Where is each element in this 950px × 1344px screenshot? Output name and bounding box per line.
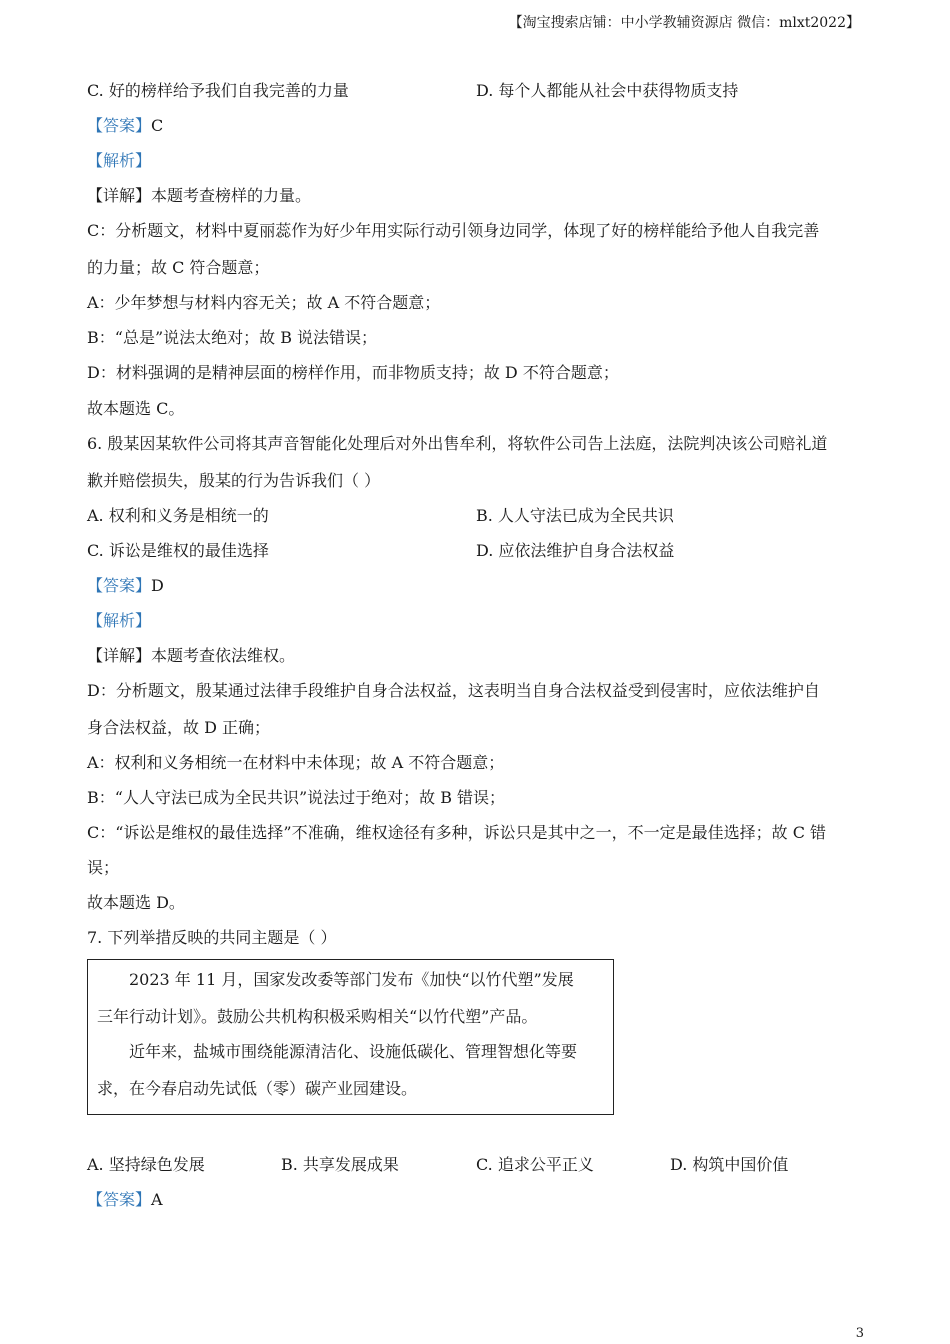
q5-explanation-line: 的力量；故 C 符合题意； [87,258,270,277]
q6-stem-line: 歉并赔偿损失，殷某的行为告诉我们（ ） [87,471,381,490]
q6-explanation-line: 身合法权益，故 D 正确； [87,718,271,737]
material-line: 2023 年 11 月，国家发改委等部门发布《加快“以竹代塑”发展 [129,970,574,989]
q5-explanation-line: C：分析题文，材料中夏丽蕊作为好少年用实际行动引领身边同学，体现了好的榜样能给予他人自我完善 [87,221,820,240]
q5-option-d: D. 每个人都能从社会中获得物质支持 [476,81,739,100]
q6-explanation-line: D：分析题文，殷某通过法律手段维护自身合法权益，这表明当自身合法权益受到侵害时，应依法维护自 [87,681,820,700]
q5-option-c: C. 好的榜样给予我们自我完善的力量 [87,81,349,100]
q7-option-b: B. 共享发展成果 [281,1155,399,1174]
q5-explanation-line: A：少年梦想与材料内容无关；故 A 不符合题意； [87,293,441,312]
answer-tag: 【答案】 [87,116,152,135]
answer-tag: 【答案】 [87,576,152,595]
answer-value: C [151,116,164,135]
q7-stem: 7. 下列举措反映的共同主题是（ ） [87,928,337,947]
q6-option-c: C. 诉讼是维权的最佳选择 [87,541,269,560]
q7-option-a: A. 坚持绿色发展 [87,1155,205,1174]
material-line: 求，在今春启动先试低（零）碳产业园建设。 [97,1079,418,1098]
q7-answer [87,1189,163,1211]
q5-conclusion: 故本题选 C。 [87,399,185,418]
q5-answer [87,115,163,137]
q6-detail: 【详解】本题考查依法维权。 [87,646,296,665]
answer-tag: 【答案】 [87,1190,152,1209]
q6-option-d: D. 应依法维护自身合法权益 [476,541,675,560]
q6-explanation-line: B：“人人守法已成为全民共识”说法过于绝对；故 B 错误； [87,788,506,807]
answer-value: D [151,576,164,595]
q5-analysis-tag: 【解析】 [87,151,152,170]
q5-explanation-line: D：材料强调的是精神层面的榜样作用，而非物质支持；故 D 不符合题意； [87,363,619,382]
q6-option-a: A. 权利和义务是相统一的 [87,506,269,525]
q6-answer [87,575,164,597]
q6-analysis-tag: 【解析】 [87,611,152,630]
q7-option-d: D. 构筑中国价值 [670,1155,789,1174]
material-line: 三年行动计划》。鼓励公共机构积极采购相关“以竹代塑”产品。 [97,1007,538,1026]
material-line: 近年来，盐城市围绕能源清洁化、设施低碳化、管理智想化等要 [129,1042,578,1061]
q7-option-c: C. 追求公平正义 [476,1155,594,1174]
page-header: 【淘宝搜索店铺：中小学教辅资源店 微信：mlxt2022】 [508,15,860,31]
answer-value: A [151,1190,163,1209]
q5-detail: 【详解】本题考查榜样的力量。 [87,186,312,205]
q5-explanation-line: B：“总是”说法太绝对；故 B 说法错误； [87,328,378,347]
q6-explanation-line: 误； [87,858,120,877]
q6-explanation-line: C：“诉讼是维权的最佳选择”不准确，维权途径有多种，诉讼只是其中之一，不一定是最佳选择；故 C 错 [87,823,827,842]
q6-stem-line: 6. 殷某因某软件公司将其声音智能化处理后对外出售牟利，将软件公司告上法庭，法院判决该公司赔礼道 [87,434,828,453]
q6-explanation-line: A：权利和义务相统一在材料中未体现；故 A 不符合题意； [87,753,505,772]
page-number: 3 [855,1326,864,1341]
q6-option-b: B. 人人守法已成为全民共识 [476,506,674,525]
q7-material-box [87,959,614,1115]
q6-conclusion: 故本题选 D。 [87,893,185,912]
